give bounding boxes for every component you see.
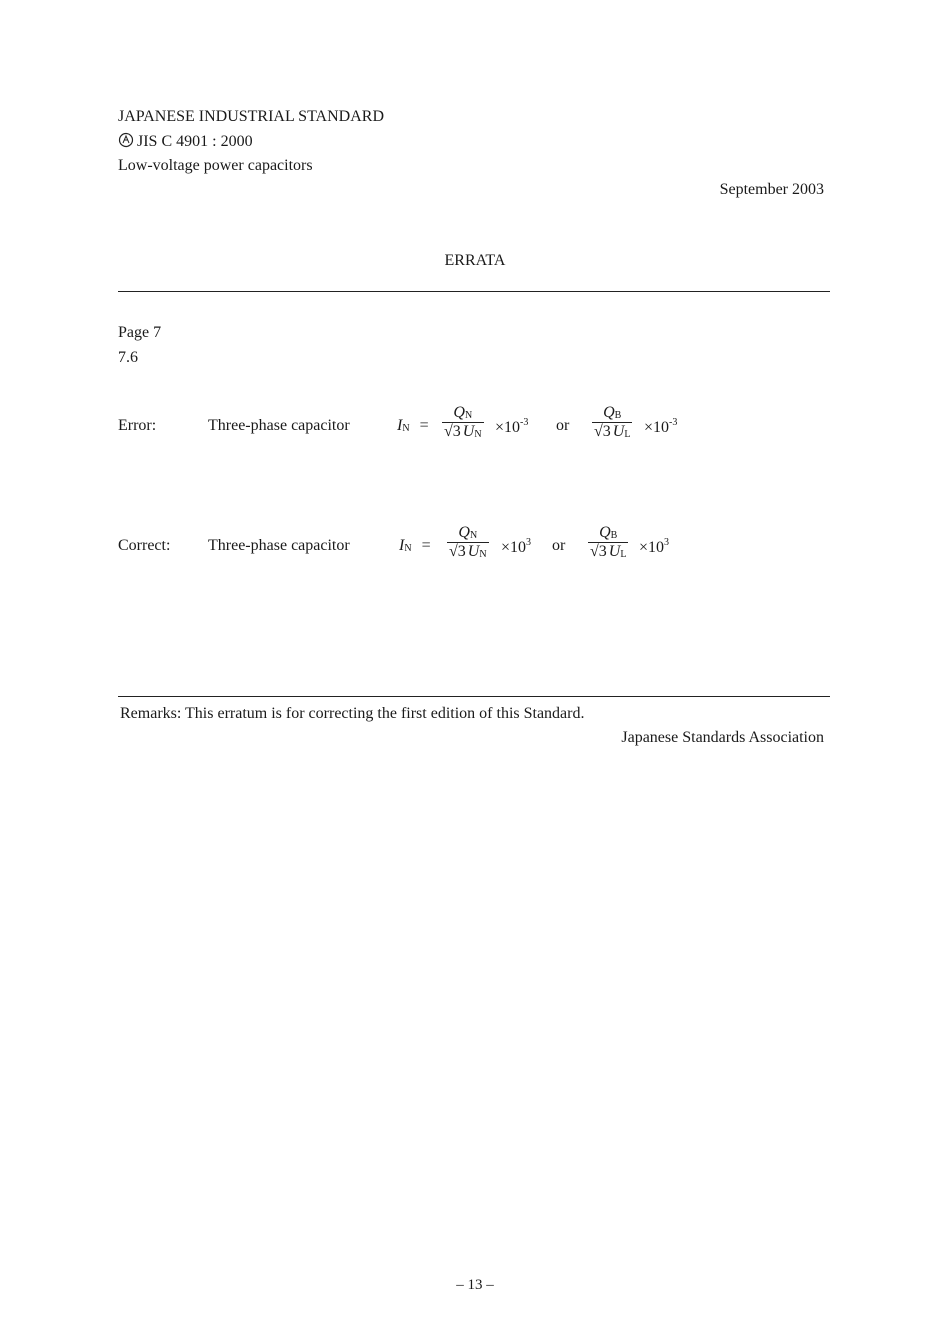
standard-heading: JAPANESE INDUSTRIAL STANDARD bbox=[118, 108, 384, 125]
correct-fraction-2: $\frac{QB}{√3 UL}$ bbox=[590, 524, 627, 560]
standard-number: JIS C 4901 : 2000 bbox=[137, 133, 253, 150]
page-number: – 13 – bbox=[456, 1277, 494, 1293]
clause-reference: 7.6 bbox=[118, 349, 138, 366]
correct-label: Correct: bbox=[118, 537, 171, 554]
error-or: or bbox=[556, 417, 570, 434]
correct-or: or bbox=[552, 537, 566, 554]
error-text: Three-phase capacitor bbox=[208, 417, 350, 434]
error-lhs: IN = bbox=[397, 417, 429, 434]
correct-factor-2: $\times 10^3$ bbox=[639, 537, 670, 556]
jis-mark-icon bbox=[118, 132, 134, 148]
top-divider bbox=[118, 291, 830, 292]
publisher: Japanese Standards Association bbox=[621, 729, 824, 746]
error-label: Error: bbox=[118, 417, 157, 434]
correct-factor-1: $\times 10^3$ bbox=[501, 537, 532, 556]
correct-text: Three-phase capacitor bbox=[208, 537, 350, 554]
error-factor-2: $\times 10^{-3}$ bbox=[644, 417, 678, 436]
bottom-divider bbox=[118, 696, 830, 697]
error-factor-1: $\times 10^{-3}$ bbox=[495, 417, 529, 436]
standard-number-line bbox=[118, 132, 253, 151]
date: September 2003 bbox=[719, 181, 824, 198]
standard-title: Low-voltage power capacitors bbox=[118, 157, 313, 174]
error-fraction-1: $\frac{QN}{√3 UN}$ bbox=[444, 404, 482, 440]
correct-fraction-1: $\frac{QN}{√3 UN}$ bbox=[449, 524, 487, 560]
correct-lhs: IN = bbox=[399, 537, 431, 554]
error-fraction-2: $\frac{QB}{√3 UL}$ bbox=[594, 404, 631, 440]
page-title: ERRATA bbox=[444, 252, 506, 269]
page-reference: Page 7 bbox=[118, 324, 162, 341]
remarks: Remarks: This erratum is for correcting the first edition of this Standard. bbox=[120, 705, 585, 722]
